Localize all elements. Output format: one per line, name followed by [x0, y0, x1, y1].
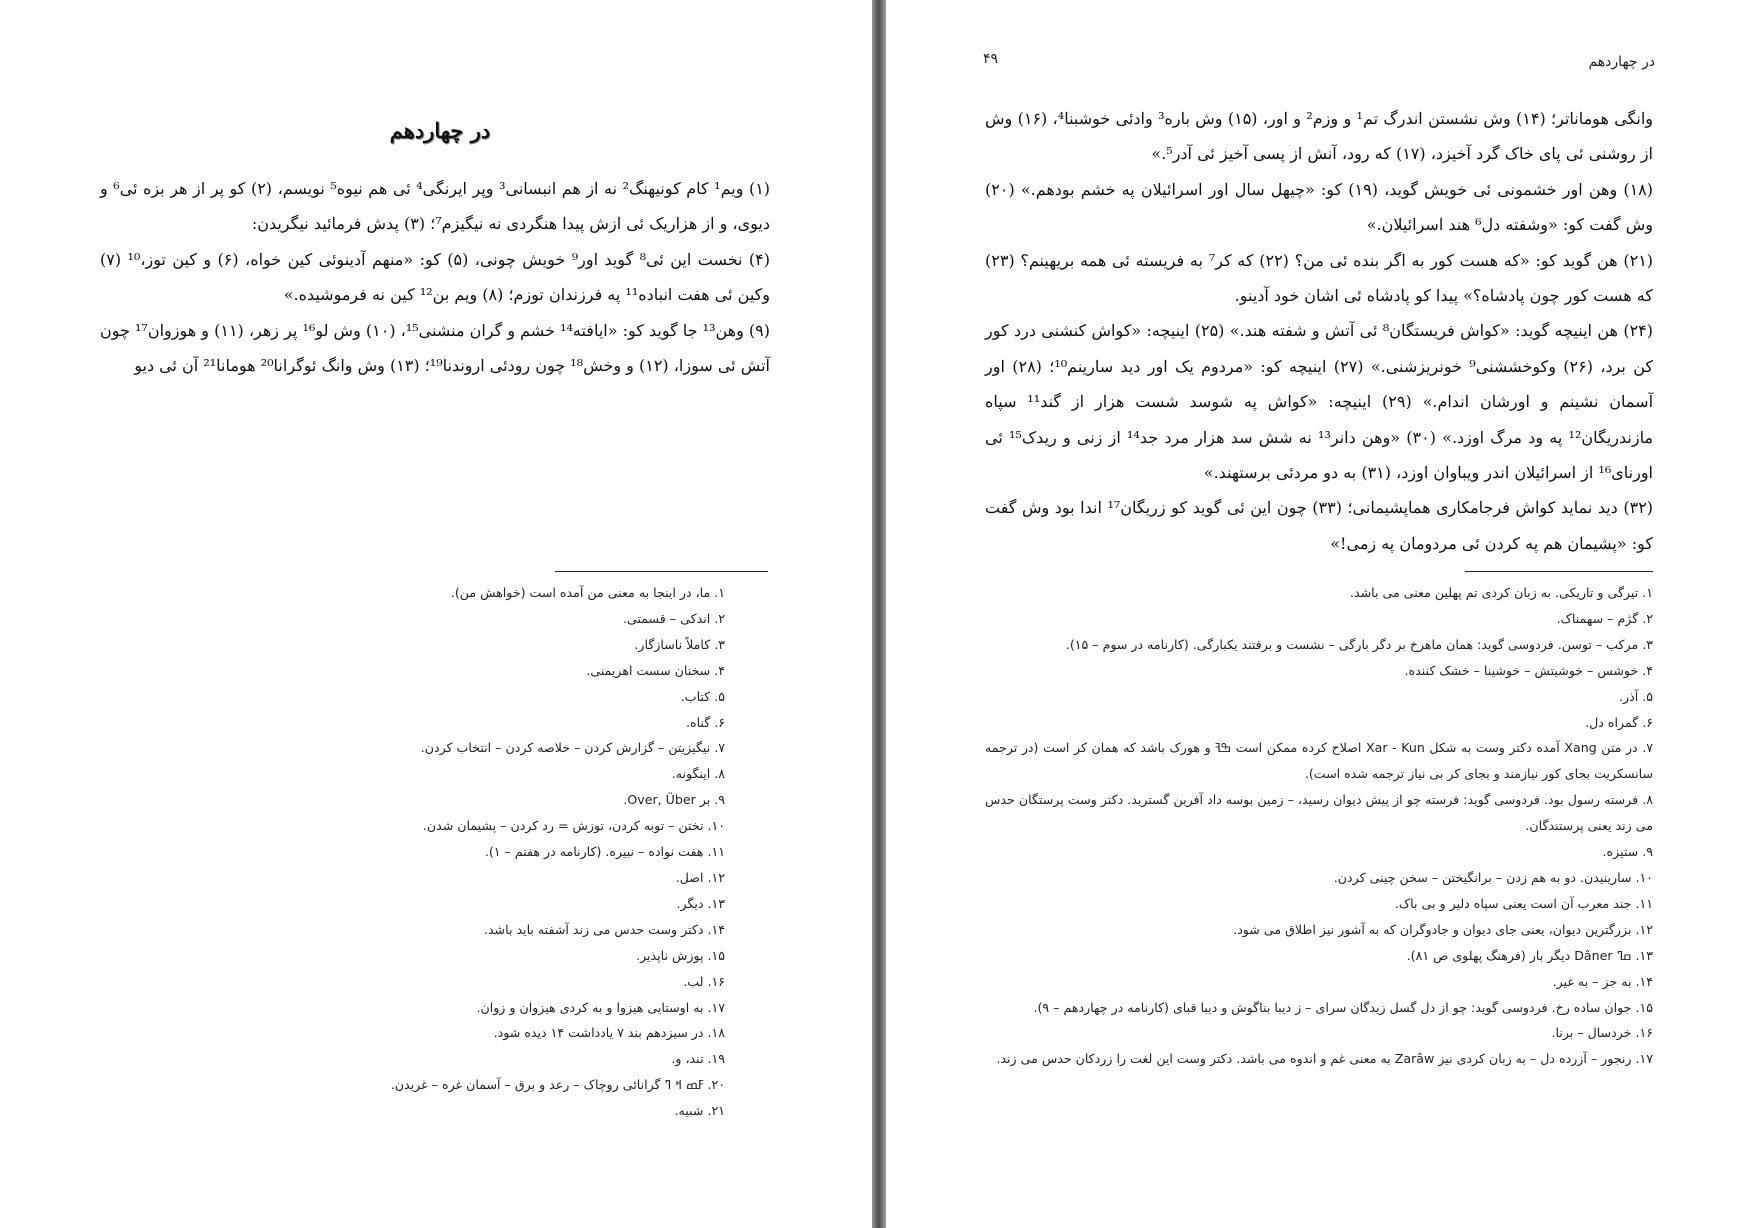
footnote: ۱۰. تختن – توبه کردن، توزش = رد کردن – پشیمان شدن.: [422, 818, 725, 834]
paragraph: (۱) ویم¹ کام کونیهنگ² نه از هم انبسانی³ وپر ایرنگی⁴ ئی هم نیوه⁵ نویسم، (۲) کو پر از هر بزه ئی⁶ و دیوی، و از هزاریک ئی ازش پیدا هنگردی نه نیگیزم⁷؛ (۳) پدش فرمائید نیگریدن:: [100, 179, 771, 234]
chapter-title: در چهاردهم: [389, 118, 491, 143]
footnote: ۲۱. شبیه.: [674, 1103, 725, 1119]
footnote: ۸. اینگونه.: [671, 766, 725, 782]
footnote: ۲۰. ߓߘ ߞ ߣ گرانائی روچاک – رعد و برق – آسمان غره – غریدن.: [390, 1077, 725, 1093]
left-body-text: [100, 171, 770, 383]
footnote: ۶. گمراه دل.: [1585, 714, 1653, 730]
footnote: ۷. نیگیزیتن – گزارش کردن – خلاصه کردن – انتخاب کردن.: [420, 740, 725, 756]
footnote: ۱۷. رنجور – آزرده دل – به زبان کردی نیز Zarâw به معنی غم و اندوه می باشد. دکتر وست این لغت را زردکان حدس می زند.: [996, 1051, 1653, 1067]
footnote: ۴. سخنان سست اهریمنی.: [586, 662, 725, 678]
paragraph: (۳۲) دید نماید کواش فرجامکاری هماپشیمانی؛ (۳۳) چون این ئی گوید کو زریگان¹⁷ اندا بود وش گفت کو: «پشیمان هم په کردن ئی مردومان په زمی!»: [985, 498, 1654, 553]
footnote: ۱۸. در سیزدهم بند ۷ یادداشت ۱۴ دیده شود.: [493, 1025, 725, 1041]
paragraph: (۴) نخست این ئی⁸ گوید اور⁹ خویش چونی، (۵) کو: «منهم آدینوئی کین خواه، (۶) و کین توز،¹⁰ (۷) وکین ئی هفت انباده¹¹ په فرزندان توزم؛ (۸) ویم بن¹² کین نه فرموشیده.»: [100, 249, 770, 305]
footnote: ۱۹. تند، و.: [671, 1051, 725, 1067]
footnote: ۱. ما، در اینجا به معنی من آمده است (خواهش من).: [450, 585, 725, 600]
footnote: ۱۵. پوزش ناپذیر.: [636, 947, 725, 963]
paragraph: (۲۱) هن گوید کو: «که هست کور به اگر بنده ئی من؟ (۲۲) که کر⁷ به فریسته ئی همه بریهینم؟ (۲۳) که هست کور چون پادشاه؟» پیدا کو پادشاه ئی اشان خود آدینو.: [985, 250, 1654, 306]
paragraph: (۹) وهن¹³ جا گوید کو: «ایافته¹⁴ خشم و گران منشنی¹⁵، (۱۰) وش لو¹⁶ پر زهر، (۱۱) و هوزوان¹⁷ چون آتش ئی سوزا، (۱۲) و وخش¹⁸ چون رودئی اروندنا¹⁹؛ (۱۳) وش وانگ ئوگرانا²⁰ هومانا²¹ آن ئی دیو: [100, 320, 771, 376]
page-number: ۴۹: [983, 51, 999, 67]
footnote: ۱۱. هفت نواده – نبیره. (کارنامه در هفتم – ۱).: [484, 844, 725, 860]
footnote: ۱۰. سارینیدن. دو به هم زدن – برانگیختن – سخن چینی کردن.: [1333, 869, 1653, 885]
footnote: ۷. در متن Xang آمده دکتر وست به شکل Xar - Kun اصلاح کرده ممکن است ߒߔ و هورک باشد که همان کر است (در ترجمه سانسکریت بجای کور نیازمند و بجای کر بی نیاز ترجمه شده است).: [985, 740, 1654, 782]
footnote: ۱۳. ߛߣ Dâner دیگر بار (فرهنگ پهلوی ص ۸۱).: [1406, 947, 1653, 963]
footnote-rule: [555, 571, 768, 572]
paragraph: (۱۸) وهن اور خشمونی ئی خویش گوید، (۱۹) کو: «چیهل سال اور اسرائیلان په خشم بودهم.» (۲۰) وش گفت کو: «وشفته دل⁶ هند اسرائیلان.»: [985, 179, 1653, 235]
paragraph: وانگی هومانا‌تر؛ (۱۴) وش نشستن اندرگ تم¹ و وزم² و اور، (۱۵) وش باره³ وادئی خوشبنا⁴، (۱۶) وش از روشنی ئی پای خاک گرد آخیزد، (۱۷) که رود، آنش از پسی آخیز ئی آدر⁵.»: [985, 109, 1654, 164]
footnote: ۱۶. خردسال – برنا.: [1551, 1025, 1653, 1041]
footnote: ۱۴. به جز – به غیر.: [1552, 973, 1653, 989]
right-body-text: [985, 101, 1653, 561]
footnote: ۹. بر Over, Über.: [623, 792, 725, 808]
book-gutter: [872, 0, 886, 1228]
footnote: ۶. گناه.: [685, 714, 725, 730]
footnote-rule: [1465, 571, 1653, 572]
running-header: در چهاردهم: [1588, 54, 1655, 70]
footnote: ۴. خوشس – خوشیتش – خوشینا – خشک کننده.: [1404, 662, 1653, 678]
footnote: ۱۲. بزرگترین دیوان، یعنی جای دیوان و جادوگران که به آشور نیز اطلاق می شود.: [1233, 921, 1653, 937]
footnote: ۸. فرسته رسول بود. فردوسی گوید: فرسته چو از پیش دیوان رسید، – زمین بوسه داد آفرین گسترید. دکتر وست پرستگان حدس می زند یعنی پرستندگان.: [985, 792, 1653, 834]
footnote: ۳. مرکب – توسن. فردوسی گوید: همان ماهرخ بر دگر بارگی – نشست و برفتند یکبارگی. (کارنامه در سوم – ۱۵).: [1065, 636, 1653, 652]
paragraph: (۲۴) هن اینیچه گوید: «کواش فریستگان⁸ ئی آتش و شفته هند.» (۲۵) اینیچه: «کواش کنشنی درد کور کن برد، (۲۶) وکوخششنی⁹ خونریزشنی.» (۲۷) اینیچه کو: «مردوم یک اور دید سارینم¹⁰؛ (۲۸) اور آسمان نشینم و اورشان اندام.» (۲۹) اینیچه: «کواش په شوسد شست هزار از گند¹¹ سپاه مازندریگان¹² په ود مرگ اوزد.» (۳۰) «وهن دانر¹³ نه شش سد هزار مرد جد¹⁴ از زنی و ریدک¹⁵ ئی اورنای¹⁶ از اسرائیلان اندر ویباوان اوزد، (۳۱) به دو مردئی برستهند.»: [985, 321, 1654, 483]
footnote: ۱. تیرگی و تاریکی. به زبان کردی تم پهلین معنی می باشد.: [1350, 585, 1653, 600]
footnote: ۵. آذر.: [1619, 688, 1653, 704]
footnote: ۹. ستیزه.: [1602, 844, 1653, 860]
right-page: [886, 0, 1753, 1228]
footnote: ۵. کتاب.: [680, 688, 725, 704]
footnote: ۱۷. به اوستایی هیزوا و به کردی هیزوان و زوان.: [476, 999, 725, 1015]
footnote: ۱۶. لب.: [683, 973, 725, 989]
footnotes: [985, 580, 1653, 1072]
footnotes: [150, 580, 725, 1124]
footnote: ۱۵. جوان ساده رخ. فردوسی گوید: چو از دل گسل زیدگان سرای – ز دیبا بناگوش و دیبا قبای (کارنامه در چهاردهم – ۹).: [1033, 999, 1653, 1015]
footnote: ۲. اندکی – قسمتی.: [622, 610, 725, 626]
left-page: [0, 0, 872, 1228]
footnote: ۲. گژم – سهمناک.: [1556, 610, 1653, 626]
footnote: ۱۴. دکتر وست حدس می زند آشفته باید باشد.: [483, 921, 725, 937]
footnote: ۱۲. اصل.: [675, 869, 725, 885]
footnote: ۱۳. دیگر.: [676, 895, 725, 911]
footnote: ۳. کاملاً ناسازگار.: [634, 636, 725, 652]
footnote: ۱۱. جند معرب آن است یعنی سپاه دلیر و بی باک.: [1394, 895, 1653, 911]
